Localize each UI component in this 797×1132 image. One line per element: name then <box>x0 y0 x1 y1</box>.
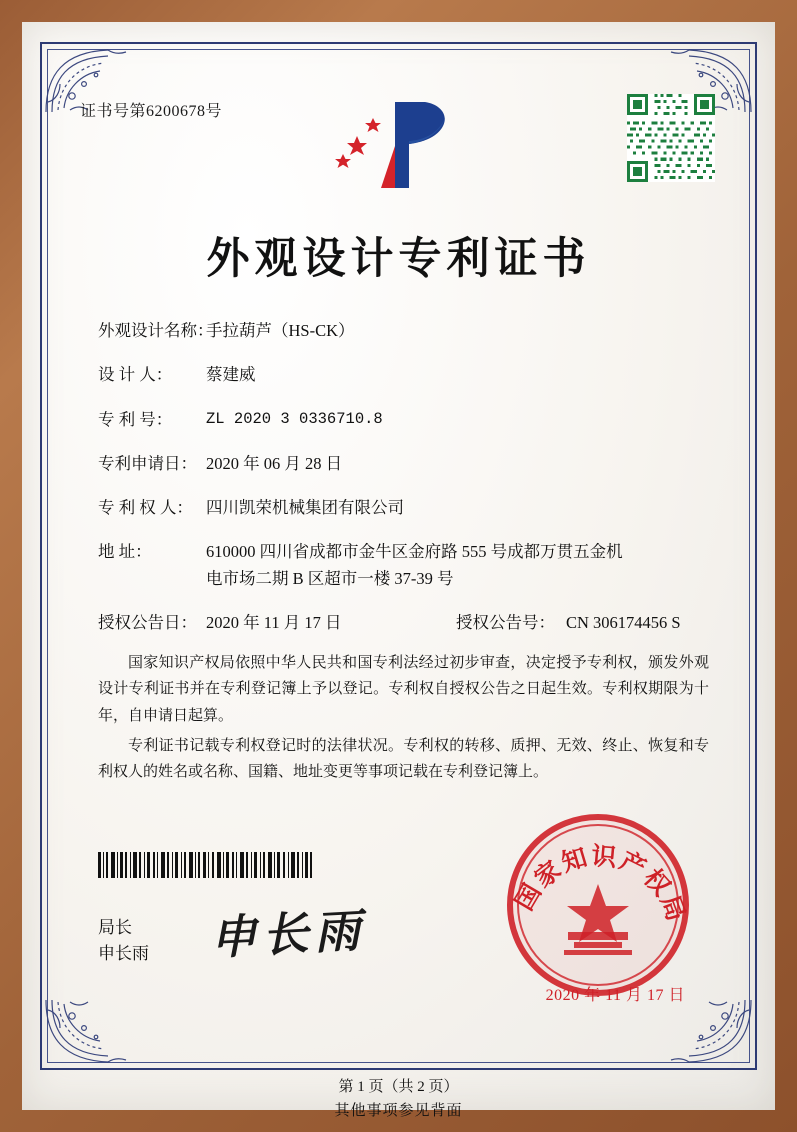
director-name-label: 申长雨 <box>98 944 149 964</box>
director-role-label: 局长 <box>98 918 132 937</box>
page-title: 外观设计专利证书 <box>206 234 591 284</box>
field-label: 专 利 权 人： <box>98 498 193 518</box>
cnipa-logo-icon <box>329 92 469 202</box>
certificate-content <box>70 70 727 1037</box>
field-label: 外观设计名称： <box>98 321 214 340</box>
barcode-icon <box>98 852 314 878</box>
field-label: 专利申请日： <box>98 453 197 473</box>
field-value: 610000 四川省成都市金牛区金府路 555 号成都万贯五金机 <box>206 542 623 562</box>
field-value-grant-number: CN 306174456 S <box>566 612 681 632</box>
field-value: 手拉葫芦（HS-CK） <box>206 321 355 340</box>
field-label: 地 址： <box>98 542 152 562</box>
field-value: 蔡建威 <box>206 365 256 385</box>
page-number: 第 1 页（共 2 页） <box>338 1079 459 1095</box>
field-value: ZL 2020 3 0336710.8 <box>206 409 383 428</box>
field-value-line2: 电市场二期 B 区超市一楼 37-39 号 <box>206 568 454 588</box>
seal-date: 2020 年 11 月 17 日 <box>545 987 685 1004</box>
field-label: 设 计 人： <box>98 365 173 385</box>
svg-text:国家知识产权局: 国家知识产权局 <box>509 841 692 927</box>
handwritten-signature: 申长雨 <box>208 902 368 966</box>
field-address <box>98 541 713 590</box>
legal-paragraph-2: 专利证书记载专利权登记时的法律状况。专利权的转移、质押、无效、终止、恢复和专利权人的姓名或名称、国籍、地址变更等事项记载在专利登记簿上。 <box>98 737 709 780</box>
field-patentee <box>98 497 713 519</box>
official-seal <box>503 810 693 1000</box>
qr-code-icon <box>627 94 715 182</box>
certificate-number: 证书号第6200678号 <box>80 103 223 120</box>
field-designer <box>98 364 713 386</box>
field-application-date <box>98 453 713 475</box>
field-value: 四川凯荣机械集团有限公司 <box>206 498 404 518</box>
field-patent-number <box>98 409 713 431</box>
footer-note: 其他事项参见背面 <box>334 1103 463 1119</box>
field-label: 专 利 号： <box>98 409 173 429</box>
field-value: 2020 年 06 月 28 日 <box>206 453 343 473</box>
field-value-grant-date: 2020 年 11 月 17 日 <box>206 612 342 632</box>
field-grant-announcement <box>98 612 713 634</box>
field-design-name <box>98 320 713 342</box>
signature-block <box>98 915 149 968</box>
certificate-fields <box>98 320 713 656</box>
legal-text <box>98 650 709 789</box>
field-label-grant-date: 授权公告日： <box>98 612 197 632</box>
field-label-grant-number: 授权公告号： <box>456 612 555 632</box>
legal-paragraph-1: 国家知识产权局依照中华人民共和国专利法经过初步审查，决定授予专利权，颁发外观设计专利证书并在专利登记簿上予以登记。专利权自授权公告之日起生效。专利权期限为十年，自申请日起算。 <box>98 655 709 724</box>
